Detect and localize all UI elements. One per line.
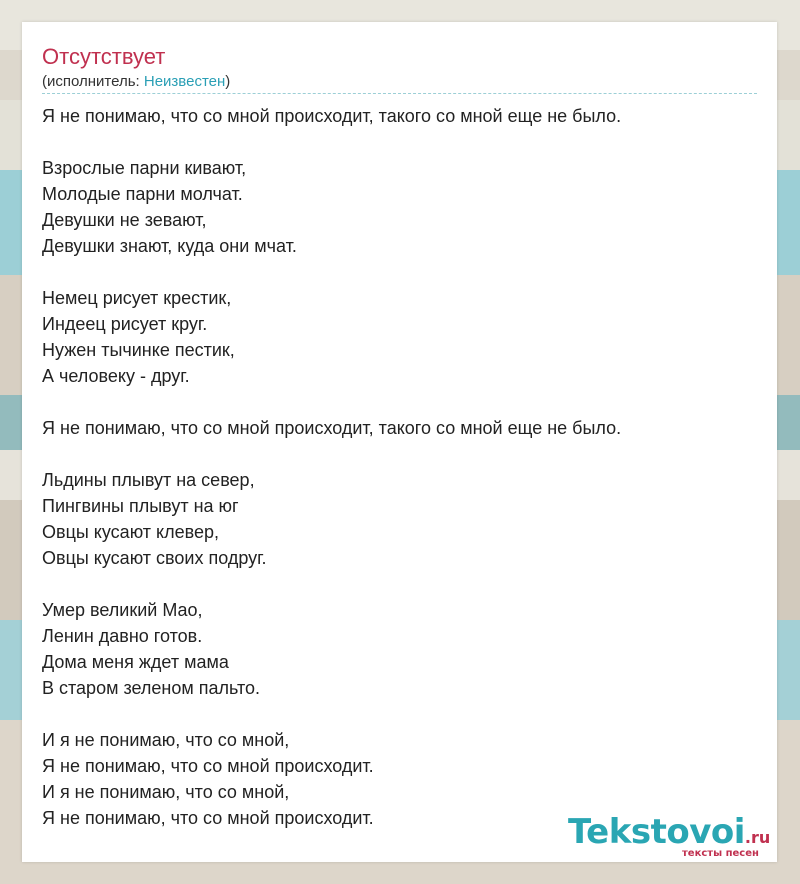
lyrics-line: Я не понимаю, что со мной происходит. (42, 808, 374, 828)
artist-prefix: (исполнитель: (42, 73, 144, 90)
lyrics-line: Я не понимаю, что со мной происходит. (42, 756, 374, 776)
lyrics-line: Индеец рисует круг. (42, 314, 208, 334)
lyrics-line: Льдины плывут на север, (42, 470, 255, 490)
lyrics-line: Умер великий Мао, (42, 600, 203, 620)
lyrics-line: Молодые парни молчат. (42, 184, 243, 204)
logo-tagline: тексты песен (682, 848, 759, 859)
title-divider (42, 93, 757, 94)
lyrics-line: Дома меня ждет мама (42, 652, 229, 672)
lyrics-stanza (42, 597, 621, 701)
lyrics-stanza (42, 415, 621, 441)
site-logo[interactable] (568, 812, 778, 862)
logo-tld: .ru (744, 828, 771, 847)
lyrics-line: Овцы кусают клевер, (42, 522, 220, 542)
lyrics-line: Девушки знают, куда они мчат. (42, 236, 297, 256)
lyrics-line: Я не понимаю, что со мной происходит, такого со мной еще не было. (42, 106, 622, 126)
artist-line (42, 72, 230, 92)
artist-link[interactable]: Неизвестен (143, 73, 226, 90)
lyrics-stanza (42, 467, 621, 571)
logo-wordmark: Tekstovoi (568, 812, 745, 852)
lyrics-line: Девушки не зевают, (42, 210, 207, 230)
lyrics-stanza (42, 155, 621, 259)
artist-suffix: ) (225, 73, 231, 90)
lyrics-line: Я не понимаю, что со мной происходит, такого со мной еще не было. (42, 418, 622, 438)
lyrics-card (22, 22, 777, 862)
lyrics-line: Взрослые парни кивают, (42, 158, 247, 178)
lyrics-line: Немец рисует крестик, (42, 288, 232, 308)
lyrics-line: И я не понимаю, что со мной, (42, 730, 290, 750)
lyrics-line: Пингвины плывут на юг (42, 496, 239, 516)
lyrics-stanza (42, 727, 621, 831)
lyrics-line: Ленин давно готов. (42, 626, 203, 646)
song-title: Отсутствует (42, 44, 166, 69)
lyrics-line: В старом зеленом пальто. (42, 678, 261, 698)
lyrics-line: Нужен тычинке пестик, (42, 340, 235, 360)
lyrics-line: А человеку - друг. (42, 366, 190, 386)
lyrics-line: И я не понимаю, что со мной, (42, 782, 290, 802)
lyrics-stanza (42, 103, 621, 129)
lyrics-stanza (42, 285, 621, 389)
lyrics-line: Овцы кусают своих подруг. (42, 548, 267, 568)
lyrics-text (42, 103, 621, 857)
